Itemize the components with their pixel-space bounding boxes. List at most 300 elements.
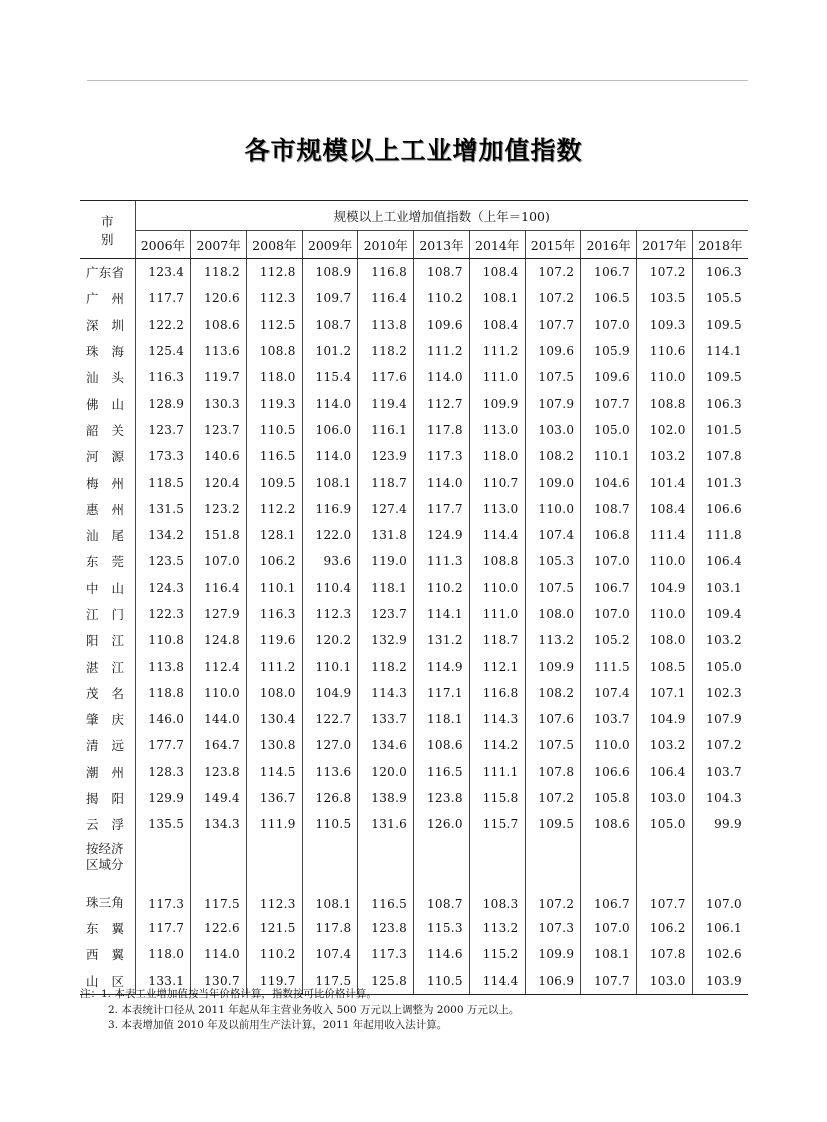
table-cell: 107.3	[525, 915, 581, 941]
year-header: 2008年	[246, 231, 302, 259]
table-cell: 113.8	[135, 653, 191, 679]
table-cell: 115.3	[414, 915, 470, 941]
table-cell: 123.5	[135, 548, 191, 574]
table-cell: 127.4	[358, 496, 414, 522]
table-cell: 117.8	[414, 417, 470, 443]
year-header: 2009年	[302, 231, 358, 259]
table-cell: 110.0	[525, 496, 581, 522]
table-row	[80, 941, 748, 967]
table-cell: 144.0	[191, 706, 247, 732]
table-cell: 116.4	[191, 575, 247, 601]
table-cell: 110.0	[637, 364, 693, 390]
table-cell: 108.1	[469, 285, 525, 311]
table-cell: 113.0	[469, 417, 525, 443]
table-cell: 110.0	[469, 575, 525, 601]
empty-cell	[525, 838, 581, 885]
table-cell: 117.1	[414, 680, 470, 706]
table-cell: 107.1	[637, 680, 693, 706]
table-cell: 123.2	[191, 496, 247, 522]
table-cell: 111.3	[414, 548, 470, 574]
table-row	[80, 680, 748, 706]
table-cell: 109.6	[581, 364, 637, 390]
table-cell: 114.1	[414, 601, 470, 627]
row-name: 云浮	[86, 817, 124, 833]
table-cell: 113.0	[469, 496, 525, 522]
table-cell: 114.0	[302, 443, 358, 469]
table-cell: 108.8	[637, 390, 693, 416]
table-cell: 111.5	[581, 653, 637, 679]
table-cell: 109.6	[525, 338, 581, 364]
table-cell: 116.8	[469, 680, 525, 706]
table-cell: 110.0	[637, 548, 693, 574]
table-cell: 128.9	[135, 390, 191, 416]
table-cell: 117.5	[191, 885, 247, 915]
row-name: 茂名	[86, 685, 124, 701]
table-cell: 93.6	[302, 548, 358, 574]
table-cell: 109.9	[525, 941, 581, 967]
table-cell: 104.9	[637, 575, 693, 601]
table-cell: 107.0	[581, 601, 637, 627]
table-cell: 132.9	[358, 627, 414, 653]
table-cell: 106.0	[302, 417, 358, 443]
table-cell: 126.0	[414, 811, 470, 837]
table-cell: 108.4	[637, 496, 693, 522]
table-row	[80, 469, 748, 495]
table-cell: 107.7	[525, 312, 581, 338]
table-row	[80, 575, 748, 601]
table-cell: 106.2	[246, 548, 302, 574]
table-cell: 122.7	[302, 706, 358, 732]
row-name: 西翼	[86, 947, 124, 963]
year-header: 2015年	[525, 231, 581, 259]
table-cell: 108.4	[469, 312, 525, 338]
table-row	[80, 364, 748, 390]
table-cell: 117.7	[414, 496, 470, 522]
table-cell: 109.0	[525, 469, 581, 495]
table-cell: 111.0	[469, 364, 525, 390]
table-cell: 106.7	[581, 575, 637, 601]
year-header: 2017年	[637, 231, 693, 259]
table-cell: 111.2	[469, 338, 525, 364]
table-cell: 105.8	[581, 785, 637, 811]
table-cell: 120.6	[191, 285, 247, 311]
table-cell: 112.7	[414, 390, 470, 416]
table-cell: 105.0	[581, 417, 637, 443]
table-cell: 116.1	[358, 417, 414, 443]
table-cell: 106.2	[637, 915, 693, 941]
table-cell: 118.0	[246, 364, 302, 390]
table-cell: 123.9	[358, 443, 414, 469]
table-cell: 119.3	[246, 390, 302, 416]
row-name: 江门	[86, 607, 124, 622]
table-row	[80, 338, 748, 364]
table-cell: 133.7	[358, 706, 414, 732]
table-cell: 149.4	[191, 785, 247, 811]
row-name: 中山	[86, 580, 124, 596]
table-cell: 112.3	[302, 601, 358, 627]
table-row	[80, 732, 748, 758]
table-cell: 118.0	[469, 443, 525, 469]
table-cell: 106.8	[581, 522, 637, 548]
table-cell: 130.4	[246, 706, 302, 732]
table-cell: 110.0	[581, 732, 637, 758]
table-cell: 108.5	[637, 653, 693, 679]
table-cell: 118.2	[358, 653, 414, 679]
table-cell: 123.8	[414, 785, 470, 811]
table-cell: 108.8	[246, 338, 302, 364]
table-cell: 119.7	[191, 364, 247, 390]
table-cell: 110.1	[581, 443, 637, 469]
group-label	[80, 838, 135, 885]
row-name: 深圳	[86, 317, 124, 333]
table-cell: 118.7	[358, 469, 414, 495]
table-cell: 106.7	[581, 259, 637, 286]
table-cell: 118.8	[135, 680, 191, 706]
table-cell: 111.0	[469, 601, 525, 627]
table-cell: 117.3	[135, 885, 191, 915]
row-name: 珠三角	[86, 894, 124, 910]
table-cell: 99.9	[692, 811, 748, 837]
table-cell: 110.0	[191, 680, 247, 706]
table-row	[80, 785, 748, 811]
table-cell: 117.8	[302, 915, 358, 941]
table-cell: 126.8	[302, 785, 358, 811]
table-cell: 104.3	[692, 785, 748, 811]
row-name: 广州	[86, 291, 124, 307]
table-cell: 105.0	[637, 811, 693, 837]
page-title: 各市规模以上工业增加值指数	[244, 136, 583, 165]
table-cell: 103.0	[525, 417, 581, 443]
row-name: 东翼	[86, 920, 124, 936]
row-name: 河源	[86, 449, 124, 465]
table-cell: 122.3	[135, 601, 191, 627]
table-cell: 105.2	[581, 627, 637, 653]
table-cell: 107.9	[525, 390, 581, 416]
table-cell: 110.7	[469, 469, 525, 495]
table-cell: 109.4	[692, 601, 748, 627]
table-cell: 106.3	[692, 259, 748, 286]
table-cell: 114.4	[469, 967, 525, 994]
table-cell: 108.6	[581, 811, 637, 837]
table-cell: 125.8	[358, 967, 414, 994]
table-cell: 135.5	[135, 811, 191, 837]
table-cell: 124.8	[191, 627, 247, 653]
table-cell: 119.7	[246, 967, 302, 994]
table-cell: 107.4	[525, 522, 581, 548]
table-cell: 116.5	[358, 885, 414, 915]
table-cell: 106.3	[692, 390, 748, 416]
table-cell: 120.4	[191, 469, 247, 495]
empty-cell	[469, 838, 525, 885]
table-cell: 117.3	[414, 443, 470, 469]
table-cell: 127.0	[302, 732, 358, 758]
table-cell: 108.1	[302, 885, 358, 915]
table-cell: 113.8	[358, 312, 414, 338]
table-cell: 107.0	[581, 312, 637, 338]
table-cell: 113.2	[469, 915, 525, 941]
row-name: 梅州	[86, 475, 124, 491]
index-span-header: 规模以上工业增加值指数（上年＝100)	[135, 201, 748, 231]
table-row	[80, 885, 748, 915]
table-cell: 103.0	[637, 785, 693, 811]
table-cell: 110.2	[414, 285, 470, 311]
table-cell: 164.7	[191, 732, 247, 758]
row-name: 东莞	[86, 554, 124, 570]
table-cell: 117.6	[358, 364, 414, 390]
table-cell: 118.1	[358, 575, 414, 601]
table-cell: 119.4	[358, 390, 414, 416]
table-cell: 109.6	[414, 312, 470, 338]
table-cell: 114.0	[302, 390, 358, 416]
empty-cell	[302, 838, 358, 885]
table-row	[80, 522, 748, 548]
table-cell: 111.8	[692, 522, 748, 548]
table-cell: 106.4	[637, 759, 693, 785]
table-cell: 103.7	[581, 706, 637, 732]
table-cell: 108.1	[302, 469, 358, 495]
table-cell: 114.5	[246, 759, 302, 785]
table-cell: 101.2	[302, 338, 358, 364]
table-cell: 106.1	[692, 915, 748, 941]
table-cell: 101.5	[692, 417, 748, 443]
table-row	[80, 653, 748, 679]
table-cell: 110.5	[246, 417, 302, 443]
table-cell: 107.5	[525, 732, 581, 758]
table-cell: 108.8	[469, 548, 525, 574]
table-cell: 104.6	[581, 469, 637, 495]
footnote-1: 注：1. 本表工业增加值按当年价格计算，指数按可比价格计算。	[80, 988, 377, 1000]
table-cell: 127.9	[191, 601, 247, 627]
table-cell: 122.6	[191, 915, 247, 941]
table-cell: 138.9	[358, 785, 414, 811]
row-name: 广东省	[86, 265, 124, 281]
table-cell: 114.9	[414, 653, 470, 679]
table-cell: 122.2	[135, 312, 191, 338]
table-cell: 107.0	[581, 548, 637, 574]
table-cell: 107.5	[525, 364, 581, 390]
table-cell: 108.2	[525, 680, 581, 706]
table-cell: 108.7	[302, 312, 358, 338]
table-cell: 116.3	[246, 601, 302, 627]
table-cell: 134.6	[358, 732, 414, 758]
table-cell: 118.2	[191, 259, 247, 286]
table-cell: 114.0	[414, 469, 470, 495]
table-cell: 107.9	[692, 706, 748, 732]
table-cell: 102.3	[692, 680, 748, 706]
table-cell: 103.2	[692, 627, 748, 653]
table-cell: 107.5	[525, 575, 581, 601]
table-cell: 119.6	[246, 627, 302, 653]
table-cell: 121.5	[246, 915, 302, 941]
table-cell: 102.0	[637, 417, 693, 443]
row-name: 揭阳	[86, 791, 124, 807]
empty-cell	[581, 838, 637, 885]
row-name: 佛山	[86, 396, 124, 412]
table-row	[80, 811, 748, 837]
table-cell: 134.3	[191, 811, 247, 837]
empty-cell	[692, 838, 748, 885]
table-cell: 103.2	[637, 732, 693, 758]
empty-cell	[191, 838, 247, 885]
table-row	[80, 285, 748, 311]
table-row	[80, 417, 748, 443]
row-name: 阳江	[86, 633, 124, 649]
table-cell: 109.9	[469, 390, 525, 416]
table-cell: 124.9	[414, 522, 470, 548]
table-cell: 107.7	[637, 885, 693, 915]
table-cell: 118.5	[135, 469, 191, 495]
footnote-2: 2. 本表统计口径从 2011 年起从年主营业务收入 500 万元以上调整为 2000 万元以上。	[108, 1003, 520, 1016]
table-cell: 108.7	[414, 259, 470, 286]
table-row	[80, 759, 748, 785]
table-cell: 118.7	[469, 627, 525, 653]
year-header: 2016年	[581, 231, 637, 259]
table-cell: 119.0	[358, 548, 414, 574]
row-name: 韶关	[86, 422, 124, 438]
table-cell: 173.3	[135, 443, 191, 469]
table-cell: 131.6	[358, 811, 414, 837]
table-cell: 116.9	[302, 496, 358, 522]
table-cell: 114.3	[358, 680, 414, 706]
table-cell: 117.7	[135, 915, 191, 941]
table-cell: 113.6	[191, 338, 247, 364]
index-table	[80, 200, 748, 995]
table-cell: 108.4	[469, 259, 525, 286]
table-cell: 105.0	[692, 653, 748, 679]
table-cell: 115.7	[469, 811, 525, 837]
table-row	[80, 496, 748, 522]
header-rule	[87, 80, 748, 81]
table-cell: 140.6	[191, 443, 247, 469]
table-cell: 114.0	[191, 941, 247, 967]
table-cell: 103.2	[637, 443, 693, 469]
table-cell: 117.3	[358, 941, 414, 967]
table-cell: 111.1	[469, 759, 525, 785]
year-header: 2007年	[191, 231, 247, 259]
table-cell: 107.8	[637, 941, 693, 967]
table-cell: 102.6	[692, 941, 748, 967]
row-name: 汕头	[86, 370, 124, 386]
table-cell: 112.1	[469, 653, 525, 679]
table-cell: 115.4	[302, 364, 358, 390]
table-cell: 107.0	[191, 548, 247, 574]
table-cell: 106.6	[581, 759, 637, 785]
table-cell: 107.4	[302, 941, 358, 967]
table-cell: 109.9	[525, 653, 581, 679]
table-cell: 123.4	[135, 259, 191, 286]
year-header: 2014年	[469, 231, 525, 259]
table-cell: 177.7	[135, 732, 191, 758]
table-cell: 109.7	[302, 285, 358, 311]
table-cell: 108.0	[637, 627, 693, 653]
table-cell: 106.5	[581, 285, 637, 311]
table-cell: 122.0	[302, 522, 358, 548]
row-name: 汕尾	[86, 528, 124, 544]
row-name: 湛江	[86, 659, 124, 675]
table-cell: 131.2	[414, 627, 470, 653]
table-cell: 108.6	[414, 732, 470, 758]
table-cell: 118.0	[135, 941, 191, 967]
row-name: 肇庆	[86, 712, 124, 728]
table-cell: 107.8	[525, 759, 581, 785]
empty-cell	[414, 838, 470, 885]
table-row	[80, 548, 748, 574]
empty-cell	[135, 838, 191, 885]
city-column-header: 市 别	[80, 201, 135, 259]
table-cell: 110.6	[637, 338, 693, 364]
table-cell: 101.3	[692, 469, 748, 495]
table-cell: 109.3	[637, 312, 693, 338]
empty-cell	[358, 838, 414, 885]
table-cell: 103.9	[692, 967, 748, 994]
table-row	[80, 390, 748, 416]
table-cell: 108.2	[525, 443, 581, 469]
table-cell: 111.4	[637, 522, 693, 548]
table-cell: 136.7	[246, 785, 302, 811]
table-cell: 114.4	[469, 522, 525, 548]
table-cell: 108.6	[191, 312, 247, 338]
table-cell: 108.7	[581, 496, 637, 522]
group-label-row	[80, 838, 748, 885]
table-cell: 110.1	[302, 653, 358, 679]
year-header: 2006年	[135, 231, 191, 259]
table-cell: 116.3	[135, 364, 191, 390]
table-cell: 110.2	[246, 941, 302, 967]
table-cell: 125.4	[135, 338, 191, 364]
table-row	[80, 443, 748, 469]
year-header: 2013年	[414, 231, 470, 259]
table-cell: 105.5	[692, 285, 748, 311]
table-cell: 110.1	[246, 575, 302, 601]
group-label-text: 按经济区域分	[86, 840, 124, 872]
empty-cell	[246, 838, 302, 885]
table-cell: 112.8	[246, 259, 302, 286]
row-name: 清远	[86, 738, 124, 754]
table-cell: 110.5	[414, 967, 470, 994]
table-cell: 107.2	[637, 259, 693, 286]
table-cell: 105.3	[525, 548, 581, 574]
table-cell: 130.3	[191, 390, 247, 416]
table-cell: 106.7	[581, 885, 637, 915]
table-cell: 113.6	[302, 759, 358, 785]
table-cell: 115.2	[469, 941, 525, 967]
table-cell: 107.2	[525, 885, 581, 915]
table-cell: 114.0	[414, 364, 470, 390]
table-row	[80, 601, 748, 627]
table-cell: 103.7	[692, 759, 748, 785]
table-cell: 110.2	[414, 575, 470, 601]
table-cell: 123.7	[191, 417, 247, 443]
table-cell: 109.5	[692, 312, 748, 338]
table-cell: 124.3	[135, 575, 191, 601]
table-cell: 117.7	[135, 285, 191, 311]
table-cell: 103.5	[637, 285, 693, 311]
table-cell: 107.4	[581, 680, 637, 706]
table-cell: 104.9	[637, 706, 693, 732]
table-cell: 123.7	[358, 601, 414, 627]
table-cell: 107.2	[525, 785, 581, 811]
table-cell: 110.5	[302, 811, 358, 837]
table-cell: 109.5	[525, 811, 581, 837]
table-row	[80, 312, 748, 338]
table-cell: 112.4	[191, 653, 247, 679]
table-cell: 130.7	[191, 967, 247, 994]
table-cell: 111.2	[246, 653, 302, 679]
table-cell: 108.9	[302, 259, 358, 286]
table-cell: 129.9	[135, 785, 191, 811]
table-cell: 112.3	[246, 885, 302, 915]
table-cell: 110.4	[302, 575, 358, 601]
